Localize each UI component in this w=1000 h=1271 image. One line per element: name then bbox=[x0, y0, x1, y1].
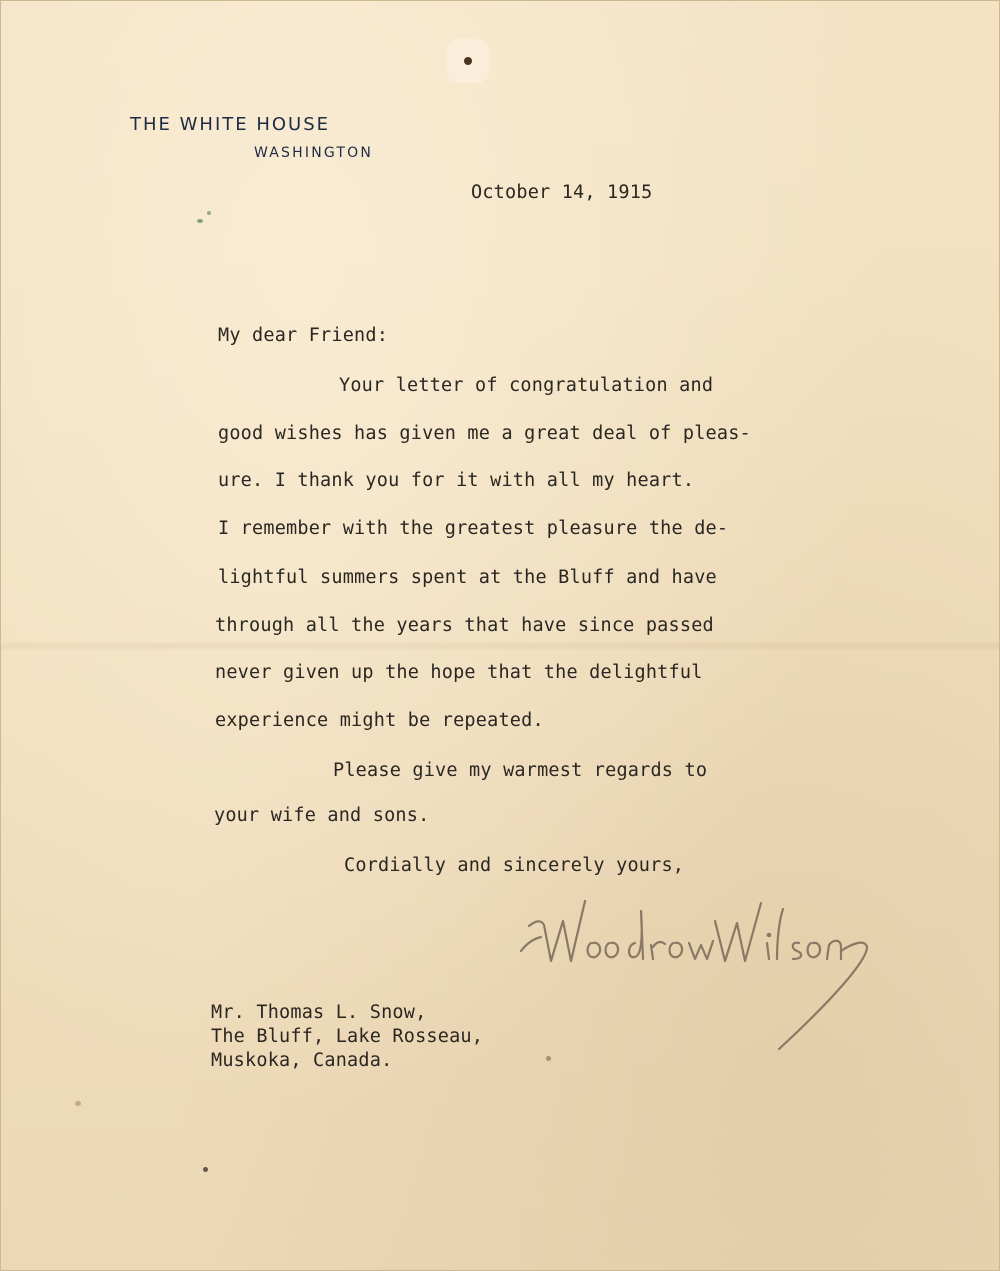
body-line: I remember with the greatest pleasure the de- bbox=[218, 518, 729, 539]
salutation: My dear Friend: bbox=[218, 325, 389, 346]
ink-spot bbox=[75, 1101, 81, 1106]
ink-spot bbox=[207, 211, 211, 215]
body-line: lightful summers spent at the Bluff and have bbox=[218, 567, 717, 588]
body-line: Your letter of congratulation and bbox=[339, 375, 714, 396]
recipient-line: Mr. Thomas L. Snow, bbox=[211, 1002, 427, 1023]
ink-spot bbox=[203, 1167, 208, 1172]
ink-spot bbox=[197, 219, 203, 223]
body-line: Please give my warmest regards to bbox=[333, 760, 708, 781]
paper-fold bbox=[1, 641, 1000, 651]
signature-image bbox=[511, 881, 881, 1061]
letterhead-city: WASHINGTON bbox=[254, 145, 374, 161]
letterhead-title: THE WHITE HOUSE bbox=[130, 114, 331, 135]
punch-hole bbox=[464, 57, 472, 65]
body-line: ure. I thank you for it with all my heart. bbox=[218, 470, 695, 491]
recipient-line: The Bluff, Lake Rosseau, bbox=[211, 1026, 484, 1047]
body-line: never given up the hope that the delightful bbox=[215, 662, 703, 683]
closing: Cordially and sincerely yours, bbox=[344, 855, 685, 876]
body-line: your wife and sons. bbox=[214, 805, 430, 826]
body-line: through all the years that have since passed bbox=[215, 615, 714, 636]
recipient-line: Muskoka, Canada. bbox=[211, 1050, 393, 1071]
body-line: experience might be repeated. bbox=[215, 710, 544, 731]
letter-date: October 14, 1915 bbox=[471, 182, 653, 203]
body-line: good wishes has given me a great deal of pleas- bbox=[218, 423, 751, 444]
